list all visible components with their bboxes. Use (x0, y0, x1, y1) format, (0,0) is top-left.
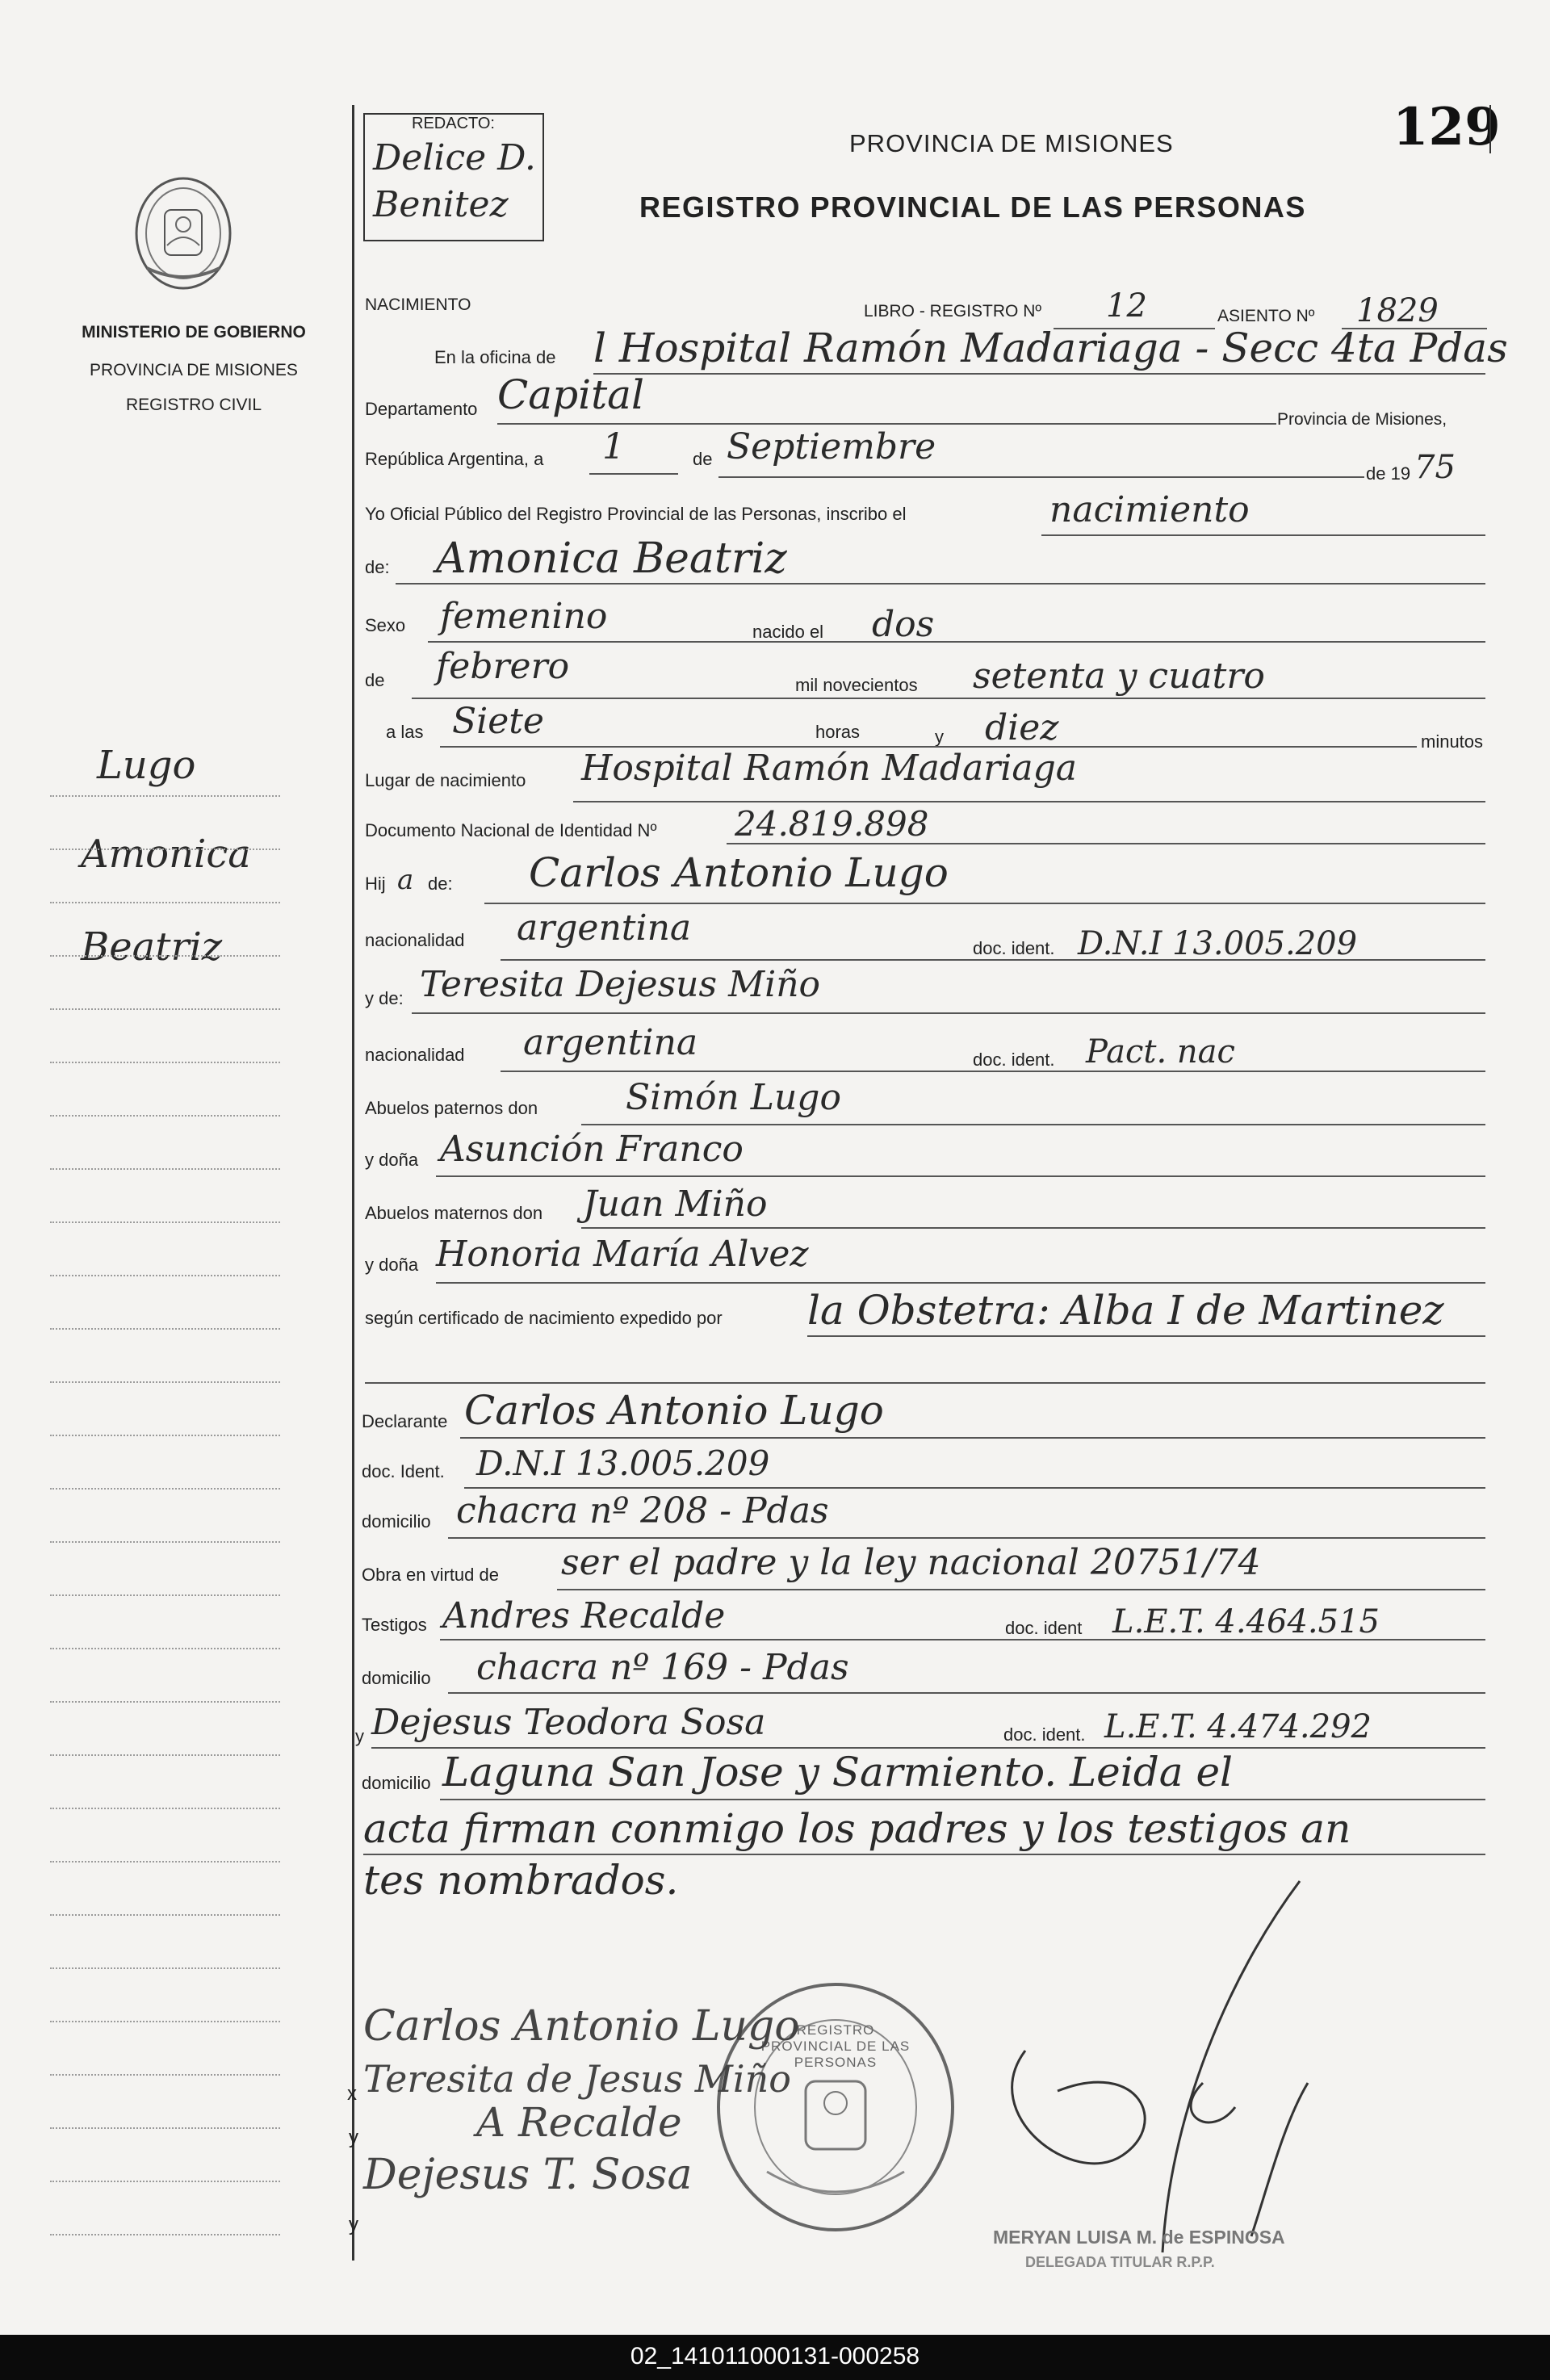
abuela-mat-value: Honoria María Alvez (436, 1234, 809, 1275)
abuelo-pat-value: Simón Lugo (626, 1077, 841, 1118)
horas-label: horas (815, 722, 861, 742)
signature-witness-1: A Recalde (476, 2099, 682, 2146)
nac-madre-value: argentina (523, 1022, 698, 1063)
margin-dotted-line (50, 1381, 280, 1383)
margin-dotted-line (50, 1754, 280, 1756)
testigo1-doc-value: L.E.T. 4.464.515 (1112, 1603, 1380, 1640)
sexo-label: Sexo (365, 615, 406, 635)
redacto-signature-1: Delice D. (373, 137, 536, 178)
madre-value: Teresita Dejesus Miño (420, 964, 821, 1005)
testigo1-docident-label: doc. ident (1005, 1618, 1083, 1638)
doc-ident-madre-label: doc. ident. (973, 1050, 1055, 1070)
margin-dotted-line (50, 1914, 280, 1916)
doc-madre-value: Pact. nac (1086, 1033, 1235, 1071)
signature-witness-2: Dejesus T. Sosa (363, 2151, 693, 2199)
margin-dotted-line (50, 1861, 280, 1863)
padre-line (484, 903, 1485, 904)
abuelo-pat-line (581, 1124, 1485, 1125)
margin-dotted-line (50, 849, 280, 850)
image-id-text: 02_141011000131-000258 (630, 2343, 920, 2370)
sidebar-civil-registry: REGISTRO CIVIL (125, 396, 262, 414)
segun-value: la Obstetra: Alba I de Martinez (807, 1287, 1444, 1334)
departamento-label: Departamento (365, 399, 478, 419)
padre-value: Carlos Antonio Lugo (529, 849, 949, 896)
margin-dotted-line (50, 1168, 280, 1170)
declarante-doc-line (464, 1487, 1485, 1489)
lugar-value: Hospital Ramón Madariaga (581, 748, 1077, 789)
margin-dotted-line (50, 1062, 280, 1063)
abuela-pat-line (436, 1175, 1485, 1177)
domicilio2-label: domicilio (362, 1668, 431, 1688)
nacionalidad-madre-label: nacionalidad (365, 1045, 465, 1065)
margin-note-firstname: Amonica (81, 832, 251, 877)
margin-dotted-line (50, 1275, 280, 1276)
republica-day: 1 (602, 426, 625, 467)
de-name-label: de: (365, 557, 390, 577)
margin-dotted-line (50, 1594, 280, 1596)
testigo2-value: Dejesus Teodora Sosa (371, 1702, 766, 1743)
margin-dotted-line (50, 1701, 280, 1703)
official-signature-scribble (961, 1849, 1413, 2269)
child-name-value: Amonica Beatriz (436, 534, 787, 583)
redacto-label: REDACTO: (412, 115, 495, 132)
abuela-mat-line (436, 1282, 1485, 1284)
registry-title: REGISTRO PROVINCIAL DE LAS PERSONAS (639, 191, 1306, 224)
margin-dotted-line (50, 2181, 280, 2182)
birth-month-value: febrero (436, 646, 570, 687)
domicilio3-label: domicilio (362, 1773, 431, 1793)
mil-label: mil novecientos (795, 675, 918, 695)
hijo-suffix: a (397, 864, 414, 896)
obra-line (557, 1589, 1485, 1590)
coat-of-arms-emblem (131, 173, 236, 294)
margin-dotted-line (50, 1328, 280, 1330)
month-value: Septiembre (727, 426, 936, 467)
y2-label: y (355, 1726, 364, 1746)
testigo1-value: Andres Recalde (442, 1595, 726, 1636)
margin-dotted-line (50, 1115, 280, 1117)
abuelos-pat-label: Abuelos paternos don (365, 1098, 538, 1118)
margin-note-middlename: Beatriz (81, 924, 223, 970)
abuelo-mat-line (581, 1227, 1485, 1229)
closing-line-3: tes nombrados. (363, 1857, 679, 1904)
y-minutes-label: y (935, 727, 944, 747)
dni-label: Documento Nacional de Identidad Nº (365, 820, 657, 840)
margin-dotted-line (50, 1648, 280, 1649)
declarante-label: Declarante (362, 1411, 448, 1431)
domicilio-line (448, 1537, 1485, 1539)
closing-line-2: acta firman conmigo los padres y los testigos an (363, 1805, 1351, 1852)
month-line (718, 476, 1364, 478)
asiento-label: ASIENTO Nº (1217, 307, 1315, 325)
domicilio2-value: chacra nº 169 - Pdas (476, 1647, 849, 1688)
abuelo-mat-value: Juan Miño (583, 1184, 768, 1225)
doc-ident-padre-label: doc. ident. (973, 938, 1055, 958)
official-stamp-name: MERYAN LUISA M. de ESPINOSA (993, 2227, 1285, 2248)
sidebar-province: PROVINCIA DE MISIONES (90, 361, 298, 379)
declarante-value: Carlos Antonio Lugo (464, 1387, 884, 1434)
mil-value: setenta y cuatro (973, 656, 1265, 697)
domicilio3-value: Laguna San Jose y Sarmiento. Leida el (442, 1749, 1234, 1795)
ydona-pat-label: y doña (365, 1150, 419, 1170)
margin-dotted-line (50, 1488, 280, 1490)
testigo2-doc-value: L.E.T. 4.474.292 (1104, 1708, 1372, 1745)
oficina-label: En la oficina de (434, 347, 556, 367)
yde-label: y de: (365, 988, 404, 1008)
departamento-value: Capital (497, 371, 644, 418)
de-month-label: de (365, 670, 385, 690)
segun-line (807, 1335, 1485, 1337)
name-line (396, 583, 1485, 585)
oficial-line (1041, 534, 1485, 536)
margin-dotted-line (50, 902, 280, 903)
segun-extra-line (365, 1382, 1485, 1384)
obra-label: Obra en virtud de (362, 1565, 499, 1585)
lugar-line (573, 801, 1485, 802)
signature-father: Carlos Antonio Lugo (363, 2002, 800, 2051)
oficina-line (593, 373, 1485, 375)
libro-label: LIBRO - REGISTRO Nº (864, 302, 1042, 321)
hijo-label: Hij (365, 874, 386, 894)
year-label: de 19 (1366, 463, 1411, 484)
redacto-signature-2: Benitez (373, 184, 509, 225)
oficial-value: nacimiento (1049, 489, 1250, 530)
nacionalidad-padre-label: nacionalidad (365, 930, 465, 950)
nac-padre-line (501, 959, 1485, 961)
domicilio2-line (448, 1692, 1485, 1694)
departamento-line (497, 423, 1276, 425)
ministry-title: MINISTERIO DE GOBIERNO (82, 323, 306, 341)
margin-dotted-line (50, 1008, 280, 1010)
testigo1-line (440, 1639, 1485, 1640)
year-value: 75 (1414, 449, 1456, 486)
margin-dotted-line (50, 795, 280, 797)
province-heading: PROVINCIA DE MISIONES (849, 129, 1174, 157)
sexo-value: femenino (440, 596, 608, 637)
registry-seal-text: REGISTRO PROVINCIAL DE LAS PERSONAS (760, 2022, 911, 2070)
margin-dotted-line (50, 1221, 280, 1223)
hora-value: Siete (452, 701, 544, 742)
abuelos-mat-label: Abuelos maternos don (365, 1203, 543, 1223)
margin-dotted-line (50, 2234, 280, 2235)
margin-dotted-line (50, 1967, 280, 1969)
birth-month-line (412, 698, 1485, 699)
page-number-underline (1489, 105, 1491, 153)
section-nacimiento: NACIMIENTO (365, 295, 471, 314)
nacido-label: nacido el (752, 622, 824, 642)
testigo2-docident-label: doc. ident. (1003, 1724, 1086, 1745)
signature-mother: Teresita de Jesus Miño (363, 2057, 791, 2101)
minutos-label: minutos (1421, 731, 1484, 752)
x-mark: x (347, 2083, 357, 2105)
margin-dotted-line (50, 2127, 280, 2129)
day-line (589, 473, 678, 475)
asiento-value: 1829 (1356, 292, 1439, 329)
official-stamp-title: DELEGADA TITULAR R.P.P. (1025, 2254, 1215, 2270)
redacto-box (363, 113, 544, 241)
nac-madre-line (501, 1071, 1485, 1072)
obra-value: ser el padre y la ley nacional 20751/74 (561, 1542, 1261, 1583)
dni-line (727, 843, 1485, 844)
provincia-misiones-label: Provincia de Misiones, (1277, 410, 1447, 429)
ydona-mat-label: y doña (365, 1255, 419, 1275)
dni-value: 24.819.898 (735, 804, 929, 844)
minutos-value: diez (985, 707, 1059, 748)
declarante-line (460, 1437, 1485, 1439)
nac-padre-value: argentina (517, 907, 692, 949)
hijo-de-label: de: (428, 874, 453, 894)
nacido-value: dos (872, 604, 935, 645)
image-id-bar (0, 2335, 1550, 2380)
domicilio3-line (440, 1799, 1485, 1800)
segun-label: según certificado de nacimiento expedido por (365, 1308, 723, 1328)
oficial-label: Yo Oficial Público del Registro Provincial de las Personas, inscribo el (365, 504, 907, 524)
alas-label: a las (386, 722, 424, 742)
libro-value: 12 (1106, 287, 1147, 325)
y-mark-1: y (349, 2126, 358, 2148)
declarante-docident-label: doc. Ident. (362, 1461, 445, 1481)
republica-de-label: de (693, 449, 713, 469)
republica-label: República Argentina, a (365, 449, 544, 469)
doc-padre-value: D.N.I 13.005.209 (1078, 925, 1358, 962)
domicilio-label: domicilio (362, 1511, 431, 1531)
lugar-label: Lugar de nacimiento (365, 770, 526, 790)
declarante-doc-value: D.N.I 13.005.209 (476, 1444, 770, 1483)
margin-dotted-line (50, 1435, 280, 1436)
page-number: 129 (1393, 97, 1501, 157)
testigos-label: Testigos (362, 1615, 427, 1635)
abuela-pat-value: Asunción Franco (440, 1129, 744, 1170)
y-mark-2: y (349, 2214, 358, 2235)
margin-dotted-line (50, 955, 280, 957)
margin-dotted-line (50, 2021, 280, 2022)
domicilio-value: chacra nº 208 - Pdas (456, 1490, 829, 1531)
margin-rule (352, 105, 354, 2261)
sexo-line (428, 641, 1485, 643)
margin-dotted-line (50, 1541, 280, 1543)
margin-note-surname: Lugo (97, 743, 196, 788)
madre-line (412, 1012, 1485, 1014)
oficina-value: l Hospital Ramón Madariaga - Secc 4ta Pdas (593, 325, 1508, 371)
margin-dotted-line (50, 2074, 280, 2076)
margin-dotted-line (50, 1808, 280, 1809)
